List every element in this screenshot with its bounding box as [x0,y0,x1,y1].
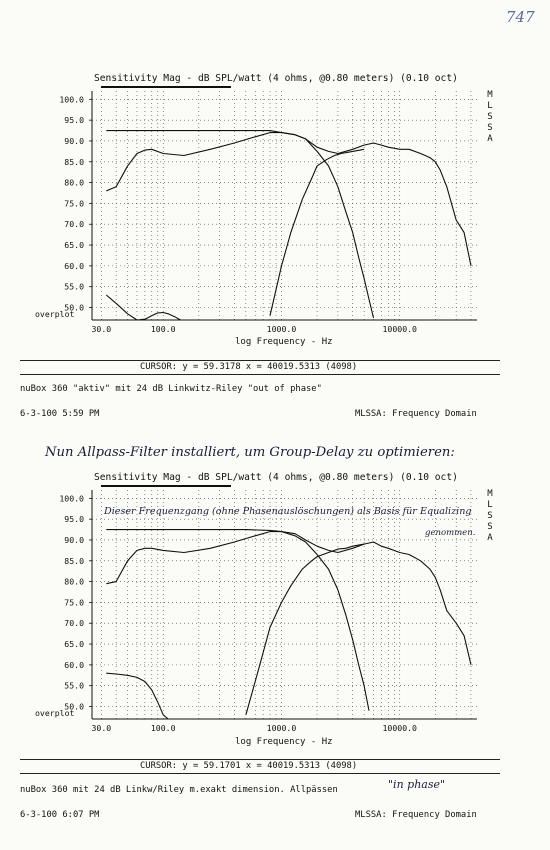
x-tick-label: 1000.0 [266,324,297,334]
y-tick-label: 55.0 [64,281,84,292]
description-bottom: nuBox 360 mit 24 dB Linkw/Riley m.exakt dimension. Allpässen [20,785,338,795]
chart-title-bottom: Sensitivity Mag - dB SPL/watt (4 ohms, @0.80 meters) (0.10 oct) [94,472,458,483]
y-tick-label: 80.0 [64,576,84,587]
series-line-0 [106,532,471,665]
series-line-3 [106,673,172,719]
x-tick-label: 30.0 [91,324,112,334]
description-top: nuBox 360 "aktiv" mit 24 dB Linkwitz-Riley "out of phase" [20,384,322,394]
y-tick-label: 70.0 [64,219,84,230]
series-line-2 [246,544,364,715]
y-tick-label: 75.0 [64,597,84,608]
x-tick-label: 1000.0 [266,723,297,733]
x-tick-label: 30.0 [91,723,112,733]
y-tick-label: 70.0 [64,618,84,629]
overplot-label-bottom: overplot [35,708,75,718]
chart-annotation-line2: genommen. [425,528,476,538]
y-tick-label: 65.0 [64,639,84,650]
y-tick-label: 85.0 [64,555,84,566]
x-axis-label-top: log Frequency - Hz [235,337,333,347]
y-tick-label: 90.0 [64,534,84,545]
y-tick-label: 65.0 [64,240,84,251]
chart-annotation: Dieser Frequenzgang (ohne Phasenauslöschungen) als Basis für Equalizing [104,506,472,517]
side-label-bottom: M L S S A [487,489,493,543]
series-line-1 [106,530,369,711]
y-tick-label: 55.0 [64,680,84,691]
x-tick-label: 100.0 [150,723,176,733]
y-tick-label: 75.0 [64,198,84,209]
y-tick-label: 100.0 [59,94,84,105]
cursor-readout-bottom: CURSOR: y = 59.1701 x = 40019.5313 (4098) [140,761,358,771]
description-note-bottom: "in phase" [388,778,446,791]
x-tick-label: 100.0 [150,324,176,334]
y-tick-label: 95.0 [64,115,84,126]
y-tick-label: 95.0 [64,514,84,525]
separator-bottom-bottom [20,773,500,774]
y-tick-label: 60.0 [64,260,84,271]
cursor-readout-top: CURSOR: y = 59.3178 x = 40019.5313 (4098) [140,362,358,372]
side-label-top: M L S S A [487,90,493,144]
x-axis-label-bottom: log Frequency - Hz [235,737,333,747]
y-tick-label: 90.0 [64,135,84,146]
handwritten-note: Nun Allpass-Filter installiert, um Group-Delay zu optimieren: [45,445,455,460]
chart-title-top: Sensitivity Mag - dB SPL/watt (4 ohms, @0.80 meters) (0.10 oct) [94,73,458,84]
separator-cursor-bottom [20,759,500,760]
y-tick-label: 50.0 [64,302,84,313]
y-tick-label: 60.0 [64,659,84,670]
y-tick-label: 50.0 [64,701,84,712]
y-tick-label: 85.0 [64,156,84,167]
plot-area [59,490,477,733]
x-tick-label: 10000.0 [382,723,418,733]
y-tick-label: 100.0 [59,493,84,504]
footer-top: MLSSA: Frequency Domain [355,409,477,419]
timestamp-top: 6-3-100 5:59 PM [20,409,100,419]
x-tick-label: 10000.0 [382,324,418,334]
overplot-label-top: overplot [35,309,75,319]
timestamp-bottom: 6-3-100 6:07 PM [20,810,100,820]
page-number: 747 [506,8,535,26]
y-tick-label: 80.0 [64,177,84,188]
footer-bottom: MLSSA: Frequency Domain [355,810,477,820]
